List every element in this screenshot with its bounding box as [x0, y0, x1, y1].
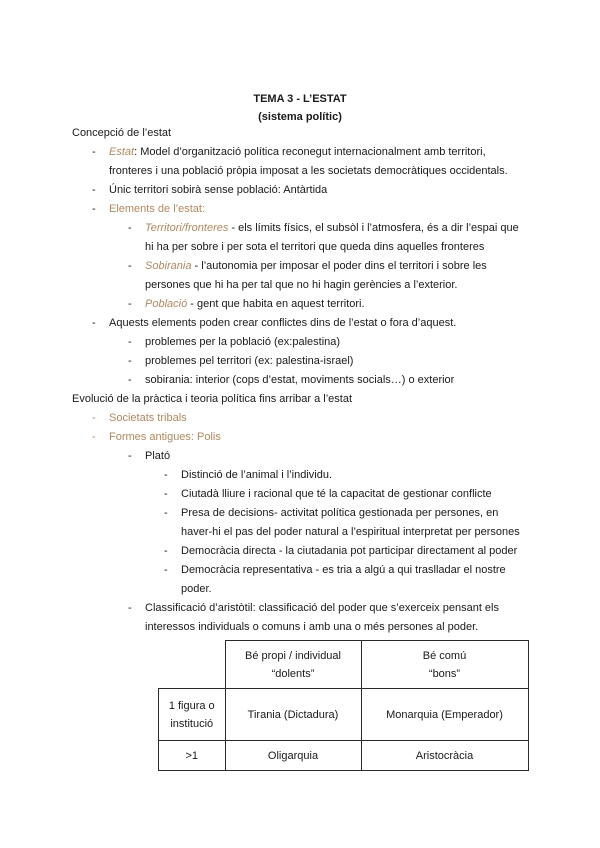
- elements-heading: Elements de l’estat:: [109, 203, 205, 215]
- sobirania-line-2: persones que hi ha per tal que no hi hagin gerències a l’exterior.: [145, 279, 458, 291]
- page-title: TEMA 3 - L’ESTAT: [253, 93, 347, 105]
- poblacio-term: Població: [145, 298, 188, 310]
- cell-oligarquia: Oligarquia: [225, 741, 361, 771]
- bullet-dash: -: [164, 545, 168, 557]
- sobirania-term: Sobirania: [145, 260, 192, 272]
- bullet-dash: -: [164, 564, 168, 576]
- plato: Plató: [145, 450, 171, 462]
- bullet-dash: -: [92, 203, 96, 215]
- presa-decisions-line-1: Presa de decisions- activitat política gestionada per persones, en: [181, 507, 499, 519]
- bullet-dash: -: [164, 469, 168, 481]
- bullet-dash: -: [128, 260, 132, 272]
- democracia-representativa-line-1: Democràcia representativa - es tria a algú a qui traslladar el nostre: [181, 564, 506, 576]
- estat-definition-line-1: Estat: Model d’organització política reconegut internacionalment amb territori,: [109, 146, 486, 158]
- ciutada: Ciutadà lliure i racional que té la capacitat de gestionar conflicte: [181, 488, 492, 500]
- page-subtitle: (sistema polític): [258, 111, 342, 123]
- bullet-dash: -: [164, 488, 168, 500]
- sobirania-interior: sobirania: interior (cops d’estat, moviments socials…) o exterior: [145, 374, 455, 386]
- col-header-be-propi: Bé propi / individual “dolents”: [225, 641, 361, 689]
- territori-line-2: hi ha per sobre i per sota el territori que queda dins aquelles fronteres: [145, 241, 485, 253]
- bullet-dash: -: [92, 412, 96, 424]
- bullet-dash: -: [92, 146, 96, 158]
- row-header-1-figura: 1 figura o institució: [159, 689, 226, 741]
- formes-antigues: Formes antigues: Polis: [109, 431, 221, 443]
- democracia-directa: Democràcia directa - la ciutadania pot participar directament al poder: [181, 545, 518, 557]
- classificacio-line-2: interessos individuals o comuns i amb una o més persones al poder.: [145, 621, 479, 633]
- poblacio-line: Població - gent que habita en aquest territori.: [145, 298, 365, 310]
- bullet-dash: -: [128, 298, 132, 310]
- conflictes: Aquests elements poden crear conflictes dins de l’estat o fora d’aquest.: [109, 317, 457, 329]
- col-header-be-comu: Bé comú “bons”: [361, 641, 528, 689]
- table-empty-corner: [159, 641, 226, 689]
- estat-term: Estat: [109, 146, 135, 158]
- aristotle-classification-table: [158, 640, 529, 771]
- presa-decisions-line-2: haver-hi el pas del poder natural a l’espiritual interpretat per persones: [181, 526, 520, 538]
- cell-aristocracia: Aristocràcia: [361, 741, 528, 771]
- distincio: Distinció de l’animal i l’individu.: [181, 469, 333, 481]
- bullet-dash: -: [128, 374, 132, 386]
- cell-monarquia: Monarquia (Emperador): [361, 689, 528, 741]
- democracia-representativa-line-2: poder.: [181, 583, 212, 595]
- problemes-territori: problemes pel territori (ex: palestina-israel): [145, 355, 354, 367]
- classificacio-line-1: Classificació d’aristòtil: classificació del poder que s’exerceix pensant els: [145, 602, 499, 614]
- table-row: [159, 741, 529, 771]
- estat-definition-line-2: fronteres i una població pròpia imposat a les societats democràtiques occidentals.: [109, 165, 508, 177]
- territori-line-1: Territori/fronteres - els límits físics, el subsòl i l’atmosfera, és a dir l’espai que: [145, 222, 519, 234]
- row-header-more-than-one: >1: [159, 741, 226, 771]
- bullet-dash: -: [128, 222, 132, 234]
- bullet-dash: -: [128, 602, 132, 614]
- section-heading-concepcio: Concepció de l’estat: [72, 127, 172, 139]
- bullet-dash: -: [128, 336, 132, 348]
- bullet-dash: -: [164, 507, 168, 519]
- table-row: [159, 689, 529, 741]
- table-header-row: [159, 641, 529, 689]
- societats-tribals: Societats tribals: [109, 412, 187, 424]
- bullet-dash: -: [128, 450, 132, 462]
- territori-term: Territori/fronteres: [145, 222, 229, 234]
- sobirania-line-1: Sobirania - l’autonomia per imposar el poder dins el territori i sobre les: [145, 260, 487, 272]
- bullet-dash: -: [128, 355, 132, 367]
- unic-territori: Únic territori sobirà sense població: Antàrtida: [109, 184, 328, 196]
- problemes-poblacio: problemes per la població (ex:palestina): [145, 336, 341, 348]
- bullet-dash: -: [92, 184, 96, 196]
- bullet-dash: -: [92, 317, 96, 329]
- bullet-dash: -: [92, 431, 96, 443]
- cell-tirania: Tirania (Dictadura): [225, 689, 361, 741]
- section-heading-evolucio: Evolució de la pràctica i teoria política fins arribar a l’estat: [72, 393, 353, 405]
